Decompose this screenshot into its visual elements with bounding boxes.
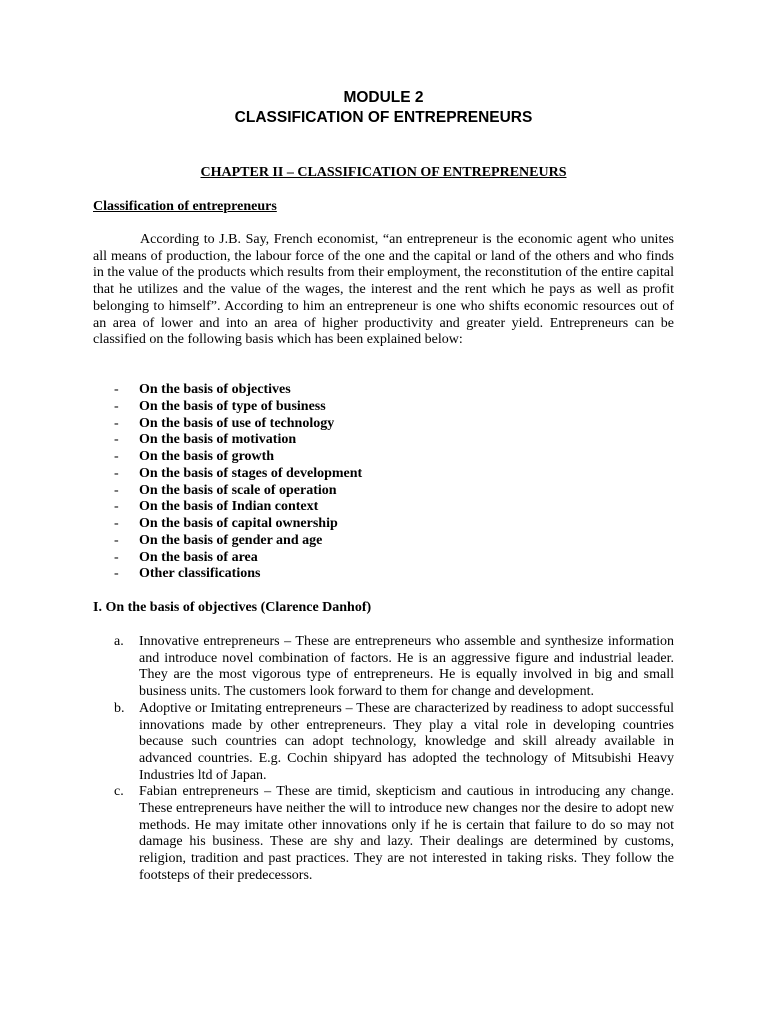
list-item-label: On the basis of stages of development xyxy=(139,465,363,481)
list-item-label: On the basis of motivation xyxy=(139,432,297,448)
list-item-text: Adoptive or Imitating entrepreneurs – These are characterized by readiness to adopt successful innovations made by other entrepreneurs. They play a vital role in developing countries because such countries can adopt technology, knowledge and skill already available in advanced countries. E.g. Cochin shipyard has adopted the technology of Mitsubishi Heavy Industries ltd of Japan. xyxy=(139,700,674,783)
bullet-dash: - xyxy=(114,465,119,481)
entrepreneur-types-list xyxy=(114,634,674,885)
bullet-dash: - xyxy=(114,415,119,431)
module-number: MODULE 2 xyxy=(343,89,424,106)
list-item-label: On the basis of capital ownership xyxy=(139,516,338,531)
list-item xyxy=(114,550,362,567)
list-item-label: On the basis of use of technology xyxy=(139,415,335,431)
list-item xyxy=(114,432,362,449)
list-marker: b. xyxy=(114,700,125,716)
list-item xyxy=(114,466,362,483)
module-title: CLASSIFICATION OF ENTREPRENEURS xyxy=(234,109,533,126)
list-item xyxy=(114,449,362,466)
list-item xyxy=(114,533,362,550)
section-subheading: Classification of entrepreneurs xyxy=(93,199,277,214)
list-item xyxy=(114,499,362,516)
intro-paragraph: According to J.B. Say, French economist, “an entrepreneur is the economic agent who unites all means of production, the labour force of the one and the capital or land of the others and who finds in the value of the products which results from their employment, the reconstitution of the entire capital that he utilizes and the value of the wages, the interest and the rent which he pays as well as profit belonging to himself”. According to him an entrepreneur is one who shifts economic resources out of an area of lower and into an area of higher productivity and greater yield. Entrepreneurs can be classified on the following basis which has been explained below: xyxy=(93,232,674,348)
list-marker: a. xyxy=(114,634,124,649)
bullet-dash: - xyxy=(114,499,119,515)
list-item-label: On the basis of gender and age xyxy=(139,532,323,548)
bullet-dash: - xyxy=(114,382,119,397)
list-item-label: On the basis of growth xyxy=(139,449,275,464)
list-item-label: On the basis of scale of operation xyxy=(139,482,337,498)
list-item xyxy=(114,399,362,416)
chapter-title: CHAPTER II – CLASSIFICATION OF ENTREPRENEURS xyxy=(200,165,567,180)
list-item xyxy=(114,416,362,433)
list-item xyxy=(114,566,362,583)
bullet-dash: - xyxy=(114,449,119,464)
list-item-label: On the basis of type of business xyxy=(139,398,326,414)
list-item-text: Innovative entrepreneurs – These are entrepreneurs who assemble and synthesize information and introduce novel combination of factors. He is an aggressive figure and industrial leader. They are the most vigorous type of entrepreneurs. He is equally involved in big and small business units. The customers look forward to them for change and development. xyxy=(139,634,674,700)
list-item xyxy=(114,382,362,399)
list-item-label: Other classifications xyxy=(139,566,261,582)
bullet-dash: - xyxy=(114,398,119,414)
list-item-label: On the basis of area xyxy=(139,549,258,565)
list-item-label: On the basis of Indian context xyxy=(139,499,319,515)
bullet-dash: - xyxy=(114,432,119,448)
section-heading: I. On the basis of objectives (Clarence Danhof) xyxy=(93,600,372,615)
bullet-dash: - xyxy=(114,532,119,548)
list-item xyxy=(114,784,674,884)
list-item xyxy=(114,701,674,785)
bullet-dash: - xyxy=(114,482,119,498)
bullet-dash: - xyxy=(114,566,119,582)
list-item-text: Fabian entrepreneurs – These are timid, skepticism and cautious in introducing any change. These entrepreneurs have neither the will to introduce new changes nor the desire to adopt new methods. He may imitate other innovations only if he is certain that failure to do so may not damage his business. These are shy and lazy. Their dealings are determined by customs, religion, tradition and past practices. They are not interested in taking risks. They follow the footsteps of their predecessors. xyxy=(139,784,674,883)
list-item-label: On the basis of objectives xyxy=(139,382,291,397)
list-item xyxy=(114,634,674,701)
bullet-dash: - xyxy=(114,549,119,565)
bullet-dash: - xyxy=(114,516,119,531)
list-item xyxy=(114,483,362,500)
list-marker: c. xyxy=(114,784,124,800)
classification-basis-list xyxy=(114,382,362,583)
list-item xyxy=(114,516,362,533)
